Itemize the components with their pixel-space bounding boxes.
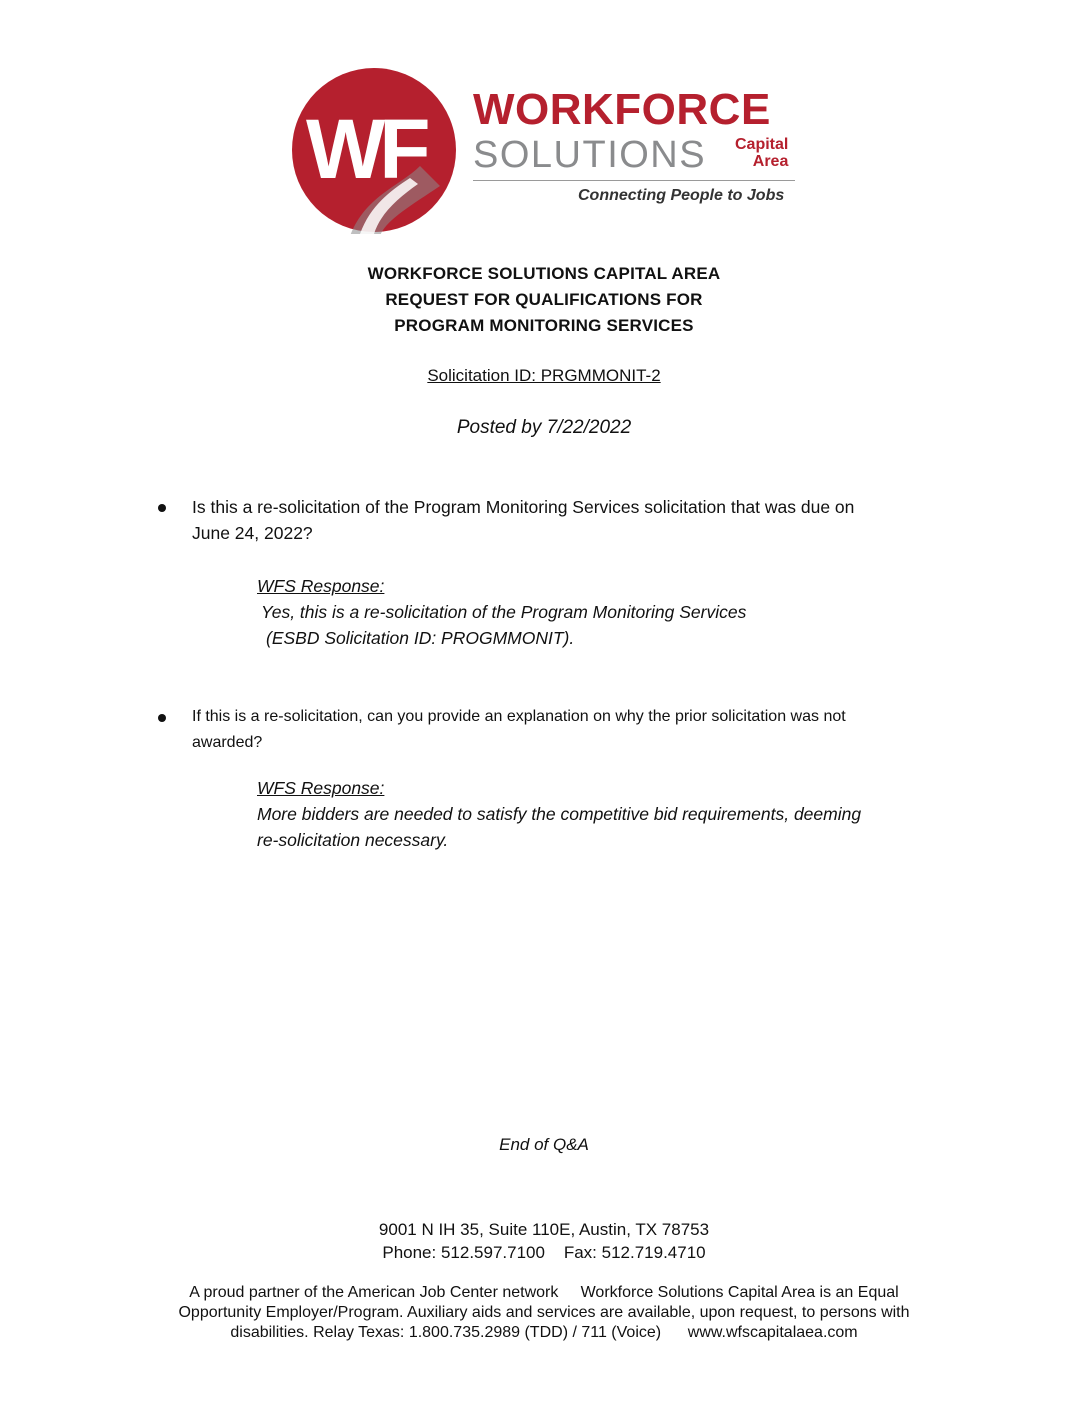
footer <box>0 1283 1088 1343</box>
question-2-line-2: awarded? <box>192 734 263 751</box>
response-1-line-1: Yes, this is a re-solicitation of the Program Monitoring Services <box>261 602 747 622</box>
document-title <box>0 261 1088 339</box>
response-2-label: WFS Response: <box>257 778 385 798</box>
end-of-qa: End of Q&A <box>499 1135 589 1154</box>
response-2-line-2: re-solicitation necessary. <box>257 830 449 850</box>
solicitation-id: Solicitation ID: PRGMMONIT-2 <box>427 366 661 385</box>
logo-tagline: Connecting People to Jobs <box>578 187 785 204</box>
address-line-2: Phone: 512.597.7100 Fax: 512.719.4710 <box>382 1243 706 1262</box>
brand-workforce: WORKFORCE <box>473 85 771 134</box>
response-1-line-2: (ESBD Solicitation ID: PROGMMONIT). <box>266 628 575 648</box>
brand-text <box>473 85 803 178</box>
title-line-2: REQUEST FOR QUALIFICATIONS FOR <box>385 290 703 309</box>
response-2 <box>257 775 861 853</box>
logo-emblem <box>290 66 460 234</box>
question-2-line-1: If this is a re-solicitation, can you provide an explanation on why the prior solicitation was not <box>192 708 846 725</box>
address-block <box>0 1218 1088 1264</box>
brand-solutions: SOLUTIONS <box>473 134 707 176</box>
footer-line-2: Opportunity Employer/Program. Auxiliary aids and services are available, upon request, to persons with <box>178 1304 910 1321</box>
response-1-label: WFS Response: <box>257 576 385 596</box>
question-2 <box>192 704 962 756</box>
address-line-1: 9001 N IH 35, Suite 110E, Austin, TX 78753 <box>378 1220 710 1239</box>
question-1-line-1: Is this a re-solicitation of the Program Monitoring Services solicitation that was due on <box>192 497 855 517</box>
title-line-3: PROGRAM MONITORING SERVICES <box>394 316 694 335</box>
bullet-icon <box>158 504 166 512</box>
brand-capital-area <box>735 136 788 170</box>
logo-letters: WF <box>306 102 425 196</box>
bullet-icon <box>158 714 166 722</box>
logo-divider <box>473 180 795 181</box>
footer-line-1: A proud partner of the American Job Center network Workforce Solutions Capital Area is an Equal <box>189 1284 899 1301</box>
footer-line-3: disabilities. Relay Texas: 1.800.735.2989 (TDD) / 711 (Voice) www.wfscapitalaea.com <box>230 1324 858 1341</box>
posted-date: Posted by 7/22/2022 <box>456 417 632 438</box>
title-line-1: WORKFORCE SOLUTIONS CAPITAL AREA <box>367 264 721 283</box>
response-2-line-1: More bidders are needed to satisfy the competitive bid requirements, deeming <box>257 804 862 824</box>
logo <box>290 66 800 234</box>
question-1-line-2: June 24, 2022? <box>192 523 313 543</box>
response-1 <box>257 573 746 651</box>
brand-area: Area <box>752 153 789 170</box>
question-1 <box>192 494 962 546</box>
brand-capital: Capital <box>735 136 789 153</box>
